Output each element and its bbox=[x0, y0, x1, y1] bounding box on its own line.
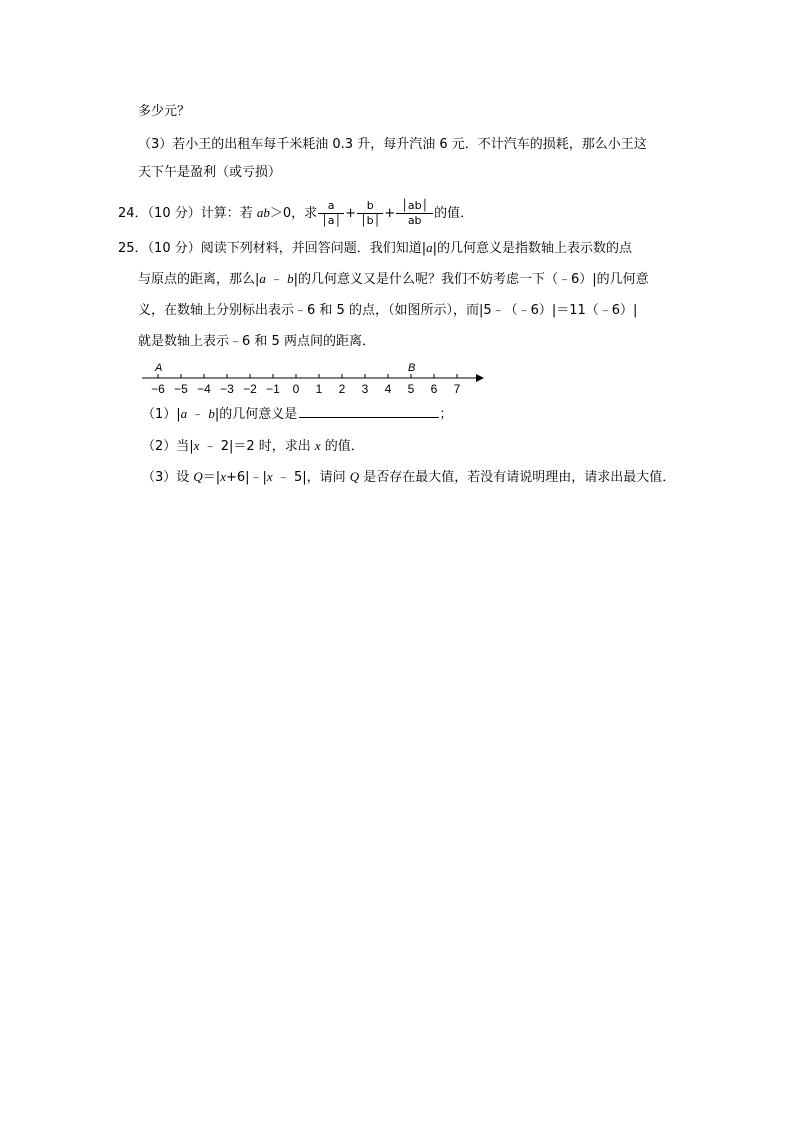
tick-label: −6 bbox=[151, 382, 165, 396]
number-line-arrow bbox=[476, 374, 484, 382]
tick-label: −5 bbox=[174, 382, 188, 396]
tick-label: 6 bbox=[430, 382, 438, 396]
tick-label: 0 bbox=[292, 382, 300, 396]
q23-part3-line2: 天下午是盈利（或亏损） bbox=[138, 165, 282, 180]
q25-line2: 与原点的距离，那么|a ﹣ b|的几何意义又是什么呢？我们不妨考虑一下（﹣6）|的几何意 bbox=[138, 271, 649, 287]
tick-label: −1 bbox=[266, 382, 280, 396]
tick-label: 3 bbox=[361, 382, 369, 396]
q24: 24．（10 分）计算：若 ab＞0，求 $\frac{a}{│a│}$ + $\frac{b}{│b│}$ + $\frac{│ab│}{ab}$ 的值． bbox=[118, 199, 474, 227]
tick-label: −2 bbox=[243, 382, 257, 396]
answer-blank[interactable] bbox=[299, 405, 439, 418]
point-a-label: A bbox=[155, 362, 163, 374]
q24-number: 24． bbox=[118, 206, 148, 221]
tick-label: 2 bbox=[338, 382, 346, 396]
point-b-label: B bbox=[408, 362, 416, 374]
number-line-figure bbox=[140, 360, 490, 396]
tick-label: 4 bbox=[384, 382, 392, 396]
q24-fraction-1: $\frac{a}{│a│}$ bbox=[318, 199, 344, 228]
q25-line3: 义，在数轴上分别标出表示﹣6 和 5 的点，（如图所示），而|5﹣（﹣6）|＝11（﹣6）| bbox=[138, 303, 638, 318]
tick-label: −3 bbox=[220, 382, 234, 396]
q25-part1: （1）|a ﹣ b|的几何意义是 ； bbox=[142, 406, 453, 422]
q25-line1: 25．（10 分）阅读下列材料，并回答问题．我们知道|a|的几何意义是指数轴上表示数的点 bbox=[118, 240, 633, 256]
tick-label: −4 bbox=[197, 382, 211, 396]
q24-score: （10 分） bbox=[147, 206, 201, 221]
tick-label: 7 bbox=[453, 382, 461, 396]
q25-number: 25． bbox=[118, 241, 148, 256]
q25-part2: （2）当|x ﹣ 2|＝2 时，求出 x 的值． bbox=[142, 438, 364, 454]
q24-fraction-2: $\frac{b}{│b│}$ bbox=[357, 199, 383, 228]
tick-label: 5 bbox=[407, 382, 415, 396]
tick-label: 1 bbox=[315, 382, 323, 396]
q25-score: （10 分） bbox=[147, 241, 201, 256]
q25-part3: （3）设 Q＝|x+6|﹣|x ﹣ 5|，请问 Q 是否存在最大值，若没有请说明理由，请求出最大值． bbox=[142, 469, 676, 485]
q23-part3-line1: （3）若小王的出租车每千米耗油 0.3 升，每升汽油 6 元．不计汽车的损耗，那么小王这 bbox=[138, 137, 647, 152]
q23-line1: 多少元？ bbox=[138, 104, 191, 119]
q25-line4: 就是数轴上表示﹣6 和 5 两点间的距离． bbox=[138, 334, 375, 349]
q24-fraction-3: $\frac{│ab│}{ab}$ bbox=[396, 199, 433, 228]
